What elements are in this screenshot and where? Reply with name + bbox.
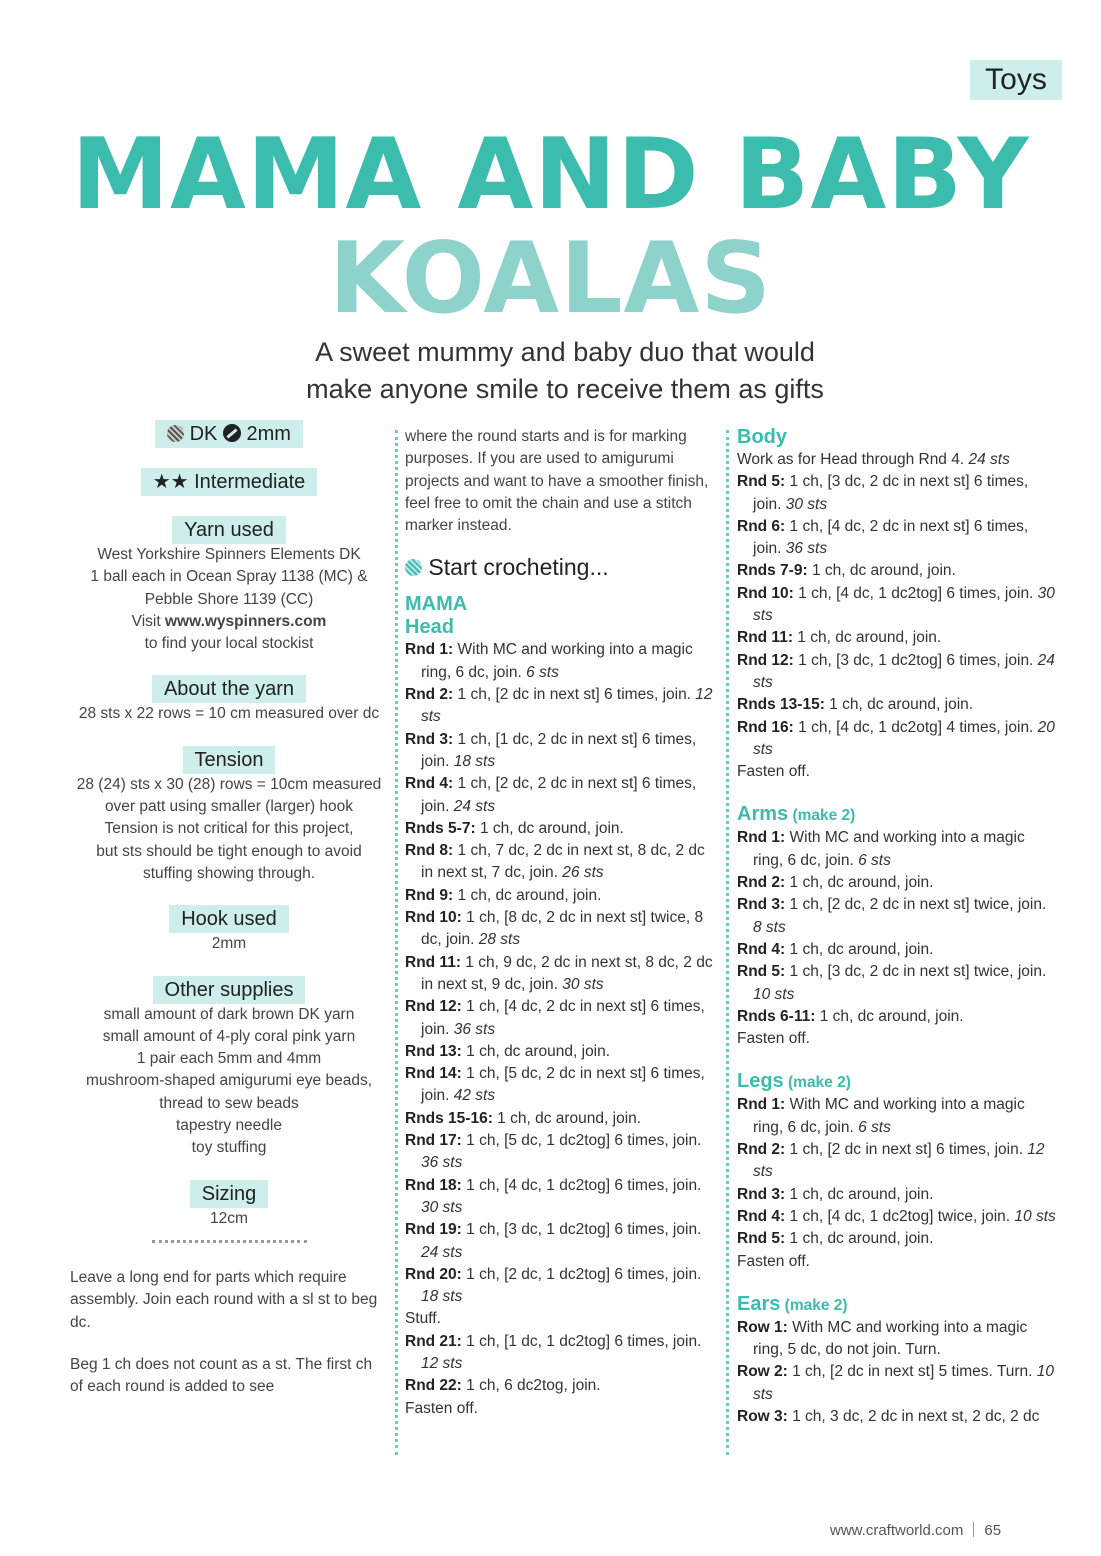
pattern-row bbox=[405, 818, 720, 840]
page-footer bbox=[830, 1522, 1001, 1539]
pattern-row bbox=[405, 1041, 720, 1063]
head-heading: Head bbox=[405, 616, 454, 639]
row-label: Rnd 11: bbox=[737, 629, 798, 647]
row-text: With MC and working into a magic ring, 6 dc, join. bbox=[753, 829, 1025, 869]
row-text: 1 ch, [4 dc, 1 dc2tog] 6 times, join. bbox=[798, 584, 1034, 602]
legs-title: Legs bbox=[737, 1070, 784, 1093]
row-label: Rnd 11: bbox=[405, 953, 466, 971]
row-label: Rnd 13: bbox=[405, 1042, 467, 1060]
row-text: 1 ch, [2 dc, 2 dc in next st] twice, join. bbox=[789, 896, 1047, 914]
ears-subtitle: (make 2) bbox=[780, 1296, 848, 1314]
row-label: Rnd 17: bbox=[405, 1132, 467, 1150]
row-label: Row 3: bbox=[737, 1407, 793, 1425]
row-text: With MC and working into a magic ring, 6 dc, join. bbox=[753, 1096, 1025, 1136]
about-yarn-text: 28 sts x 22 rows = 10 cm measured over dc bbox=[78, 705, 380, 723]
yarn-website-link[interactable]: www.wyspinners.com bbox=[164, 612, 327, 630]
row-label: Rnd 12: bbox=[405, 998, 467, 1016]
page-title-line2: KOALAS bbox=[329, 222, 772, 336]
pattern-row bbox=[737, 939, 1057, 961]
legs-heading bbox=[737, 1070, 1057, 1094]
row-text: 1 ch, [3 dc, 2 dc in next st] 6 times, join. bbox=[753, 473, 1029, 513]
sizing-heading: Sizing bbox=[190, 1180, 268, 1208]
pattern-row bbox=[405, 1175, 720, 1220]
crochet-hook-icon bbox=[223, 424, 241, 442]
arms-rounds-list bbox=[737, 827, 1057, 1050]
row-label: Rnd 8: bbox=[405, 842, 458, 860]
row-text: 1 ch, dc around, join. bbox=[789, 1185, 934, 1203]
stitch-count: 30 sts bbox=[421, 1198, 463, 1216]
row-text: 1 ch, dc around, join. bbox=[789, 874, 934, 892]
pattern-row bbox=[737, 827, 1057, 872]
pattern-row bbox=[737, 1139, 1057, 1184]
row-text: 1 ch, dc around, join. bbox=[479, 819, 624, 837]
instructions-column-2 bbox=[405, 426, 720, 1420]
visit-prefix: Visit bbox=[131, 612, 165, 630]
pattern-row bbox=[737, 1317, 1057, 1362]
pattern-row bbox=[405, 840, 720, 885]
column-divider-1 bbox=[395, 430, 398, 1455]
pattern-row bbox=[737, 694, 1057, 716]
stitch-count: 24 sts bbox=[964, 451, 1010, 468]
supply-line: 1 pair each 5mm and 4mm bbox=[136, 1050, 322, 1068]
stitch-count: 6 sts bbox=[853, 1118, 891, 1136]
pattern-row bbox=[405, 729, 720, 774]
pattern-row bbox=[737, 583, 1057, 628]
stitch-count: 24 sts bbox=[753, 651, 1055, 691]
note-paragraph-1: Leave a long end for parts which require assembly. Join each round with a sl st to beg dc. bbox=[70, 1268, 378, 1331]
row-label: Rnd 4: bbox=[405, 775, 458, 793]
row-text: 1 ch, [2 dc, 2 dc in next st] 6 times, join. bbox=[421, 775, 697, 815]
pattern-row bbox=[737, 961, 1057, 1006]
tension-line: stuffing showing through. bbox=[142, 864, 316, 882]
start-heading-text: Start crocheting... bbox=[428, 554, 609, 581]
visit-suffix: to find your local stockist bbox=[144, 635, 314, 653]
about-yarn-heading: About the yarn bbox=[152, 675, 306, 703]
hook-used-text: 2mm bbox=[211, 935, 247, 953]
legs-subtitle: (make 2) bbox=[783, 1074, 851, 1092]
ears-rows-list bbox=[737, 1317, 1057, 1428]
tension-line: over patt using smaller (larger) hook bbox=[104, 798, 354, 816]
subtitle bbox=[200, 334, 930, 408]
stitch-count: 36 sts bbox=[449, 1020, 496, 1038]
pattern-row bbox=[405, 996, 720, 1041]
row-label: Rnd 1: bbox=[737, 829, 790, 847]
row-text: 1 ch, [2 dc in next st] 6 times, join. bbox=[457, 686, 691, 704]
row-label: Rnds 6-11: bbox=[737, 1007, 820, 1025]
pattern-row bbox=[405, 1375, 720, 1397]
row-text: Fasten off. bbox=[737, 1252, 810, 1270]
pattern-row bbox=[405, 1130, 720, 1175]
pattern-row bbox=[737, 872, 1057, 894]
row-text: Fasten off. bbox=[737, 763, 810, 781]
row-label: Rnds 15-16: bbox=[405, 1109, 498, 1127]
stitch-count: 8 sts bbox=[753, 918, 786, 936]
pattern-row bbox=[737, 1184, 1057, 1206]
category-tag: Toys bbox=[970, 60, 1062, 100]
row-text: 1 ch, [5 dc, 1 dc2tog] 6 times, join. bbox=[466, 1132, 702, 1150]
instructions-column-3 bbox=[737, 426, 1057, 1428]
stitch-count: 12 sts bbox=[753, 1141, 1045, 1181]
yarn-used-line: 1 ball each in Ocean Spray 1138 (MC) & bbox=[90, 568, 368, 586]
hook-used-heading: Hook used bbox=[169, 905, 289, 933]
row-label: Rnd 10: bbox=[737, 584, 799, 602]
stitch-count: 12 sts bbox=[421, 1354, 463, 1372]
yarn-hook-pill bbox=[155, 420, 303, 448]
column-divider-2 bbox=[726, 430, 729, 1455]
row-text: 1 ch, [4 dc, 1 dc2tog] 6 times, join. bbox=[466, 1176, 702, 1194]
other-supplies-text bbox=[70, 1004, 388, 1160]
mama-heading: MAMA bbox=[405, 593, 468, 616]
supply-line: small amount of dark brown DK yarn bbox=[103, 1005, 355, 1023]
pattern-row bbox=[737, 560, 1057, 582]
row-text: 1 ch, [2 dc, 1 dc2tog] 6 times, join. bbox=[466, 1265, 702, 1283]
row-label: Rnds 7-9: bbox=[737, 562, 812, 580]
arms-title: Arms bbox=[737, 803, 789, 826]
row-text: 1 ch, [4 dc, 2 dc in next st] 6 times, join. bbox=[753, 517, 1029, 558]
page-title-line1: MAMA AND BABY bbox=[71, 118, 1030, 232]
row-text: Stuff. bbox=[405, 1310, 441, 1328]
row-label: Rnd 2: bbox=[405, 686, 458, 704]
yarn-used-heading: Yarn used bbox=[172, 516, 286, 544]
pattern-row bbox=[737, 1094, 1057, 1139]
pattern-row bbox=[405, 1264, 720, 1309]
stitch-count: 10 sts bbox=[1010, 1207, 1056, 1225]
row-label: Rnd 21: bbox=[405, 1332, 467, 1350]
other-supplies-heading: Other supplies bbox=[153, 976, 306, 1004]
row-text: 1 ch, [4 dc, 1 dc2otg] 4 times, join. bbox=[798, 718, 1034, 736]
stitch-count: 6 sts bbox=[853, 851, 891, 869]
ears-heading bbox=[737, 1293, 1057, 1317]
tension-text bbox=[70, 774, 388, 885]
supply-line: tapestry needle bbox=[176, 1117, 282, 1135]
row-label: Rnd 22: bbox=[405, 1377, 467, 1395]
yarn-ball-icon bbox=[405, 559, 422, 576]
row-label: Rnd 9: bbox=[405, 886, 458, 904]
row-text: 1 ch, [1 dc, 1 dc2tog] 6 times, join. bbox=[466, 1332, 702, 1350]
stitch-count: 18 sts bbox=[449, 752, 496, 770]
note-paragraph-2: Beg 1 ch does not count as a st. The first ch of each round is added to see bbox=[70, 1355, 373, 1396]
supply-line: toy stuffing bbox=[191, 1139, 267, 1157]
stitch-count: 24 sts bbox=[449, 797, 496, 815]
row-text: 1 ch, dc around, join. bbox=[789, 1230, 934, 1248]
stitch-count: 26 sts bbox=[558, 864, 604, 882]
row-label: Rnd 12: bbox=[737, 651, 799, 669]
footer-separator bbox=[973, 1522, 974, 1537]
yarn-weight: DK bbox=[189, 423, 218, 445]
pattern-row bbox=[737, 1361, 1057, 1406]
difficulty-pill: ★★ Intermediate bbox=[141, 468, 318, 496]
row-label: Rnd 4: bbox=[737, 940, 790, 958]
pattern-row bbox=[737, 1228, 1057, 1250]
supply-line: small amount of 4-ply coral pink yarn bbox=[102, 1027, 356, 1045]
row-label: Rnd 4: bbox=[737, 1207, 790, 1225]
row-text: 1 ch, 3 dc, 2 dc in next st, 2 dc, 2 dc bbox=[792, 1407, 1040, 1425]
page-number: 65 bbox=[984, 1522, 1002, 1539]
pattern-row bbox=[737, 1251, 1057, 1273]
row-text: With MC and working into a magic ring, 6 dc, join. bbox=[421, 641, 693, 681]
stitch-count: 10 sts bbox=[753, 1363, 1055, 1403]
yarn-ball-icon bbox=[167, 425, 184, 442]
yarn-used-line: West Yorkshire Spinners Elements DK bbox=[97, 546, 361, 563]
body-rounds-list bbox=[737, 449, 1057, 783]
pattern-row bbox=[405, 1398, 720, 1420]
row-text: 1 ch, [3 dc, 1 dc2tog] 6 times, join. bbox=[466, 1221, 702, 1239]
stitch-count: 30 sts bbox=[753, 584, 1055, 625]
row-text: 1 ch, [8 dc, 2 dc in next st] twice, 8 dc, join. bbox=[421, 909, 704, 949]
row-text: 1 ch, 9 dc, 2 dc in next st, 8 dc, 2 dc in next st, 9 dc, join. bbox=[421, 953, 713, 993]
hook-size: 2mm bbox=[246, 423, 291, 445]
row-label: Rnd 1: bbox=[405, 641, 458, 659]
pattern-row bbox=[405, 1063, 720, 1108]
stitch-count: 12 sts bbox=[421, 686, 713, 726]
pattern-row bbox=[737, 516, 1057, 561]
pattern-row bbox=[737, 1006, 1057, 1028]
row-text: 1 ch, dc around, join. bbox=[497, 1109, 642, 1127]
supply-line: mushroom-shaped amigurumi eye beads, bbox=[85, 1072, 373, 1090]
row-text: 1 ch, dc around, join. bbox=[457, 886, 602, 904]
row-text: 1 ch, [2 dc in next st] 6 times, join. bbox=[789, 1141, 1023, 1159]
tension-line: but sts should be tight enough to avoid bbox=[96, 842, 362, 860]
row-label: Rnd 18: bbox=[405, 1176, 467, 1194]
row-label: Rnd 20: bbox=[405, 1265, 467, 1283]
stitch-count: 42 sts bbox=[449, 1087, 496, 1105]
pattern-row bbox=[737, 761, 1057, 783]
pattern-row bbox=[405, 907, 720, 952]
ears-title: Ears bbox=[737, 1292, 781, 1315]
yarn-used-line: Pebble Shore 1139 (CC) bbox=[144, 590, 314, 608]
pattern-row bbox=[737, 627, 1057, 649]
tension-line: Tension is not critical for this project, bbox=[104, 820, 354, 838]
row-text: 1 ch, [3 dc, 1 dc2tog] 6 times, join. bbox=[798, 651, 1034, 669]
pattern-row bbox=[405, 1108, 720, 1130]
row-label: Row 2: bbox=[737, 1363, 793, 1381]
pattern-row bbox=[737, 449, 1057, 471]
pattern-row bbox=[405, 773, 720, 818]
intro-paragraph: where the round starts and is for marking purposes. If you are used to amigurumi projects and want to have a smoother finish, feel free to omit the chain and use a stitch marker instead. bbox=[405, 428, 709, 535]
row-label: Rnd 16: bbox=[737, 718, 799, 736]
pattern-row bbox=[405, 952, 720, 997]
row-text: 1 ch, [4 dc, 1 dc2tog] twice, join. bbox=[789, 1207, 1011, 1225]
pattern-row bbox=[405, 1308, 720, 1330]
footer-website[interactable]: www.craftworld.com bbox=[830, 1522, 964, 1539]
sidebar-column bbox=[70, 420, 388, 1398]
stitch-count: 10 sts bbox=[753, 985, 795, 1003]
row-text: Fasten off. bbox=[737, 1030, 810, 1048]
row-text: 1 ch, 7 dc, 2 dc in next st, 8 dc, 2 dc in next st, 7 dc, join. bbox=[421, 842, 705, 882]
stitch-count: 18 sts bbox=[421, 1288, 463, 1306]
row-text: 1 ch, [3 dc, 2 dc in next st] twice, join. bbox=[789, 963, 1047, 981]
arms-subtitle: (make 2) bbox=[788, 807, 856, 825]
pattern-row bbox=[737, 717, 1057, 762]
stitch-count: 30 sts bbox=[781, 495, 828, 513]
tension-heading: Tension bbox=[183, 746, 276, 774]
row-text: 1 ch, dc around, join. bbox=[466, 1042, 611, 1060]
row-label: Rnd 3: bbox=[737, 1185, 790, 1203]
row-label: Rnd 6: bbox=[737, 517, 790, 535]
row-label: Rnds 13-15: bbox=[737, 696, 830, 714]
row-text: 1 ch, dc around, join. bbox=[829, 696, 974, 714]
row-label: Rnd 5: bbox=[737, 963, 790, 981]
row-text: 1 ch, dc around, join. bbox=[789, 940, 934, 958]
row-label: Rnd 19: bbox=[405, 1221, 467, 1239]
pattern-row bbox=[405, 639, 720, 684]
row-label: Rnd 3: bbox=[405, 730, 458, 748]
row-label: Rnds 5-7: bbox=[405, 819, 480, 837]
pattern-row bbox=[737, 471, 1057, 516]
pattern-row bbox=[405, 885, 720, 907]
subtitle-line2: make anyone smile to receive them as gifts bbox=[306, 374, 824, 404]
row-text: 1 ch, dc around, join. bbox=[819, 1007, 964, 1025]
row-label: Rnd 2: bbox=[737, 874, 790, 892]
subtitle-line1: A sweet mummy and baby duo that would bbox=[315, 337, 815, 367]
row-label: Rnd 1: bbox=[737, 1096, 790, 1114]
row-label: Row 1: bbox=[737, 1318, 793, 1336]
dotted-separator bbox=[152, 1240, 307, 1243]
stitch-count: 20 sts bbox=[753, 718, 1055, 758]
pattern-row bbox=[737, 1406, 1057, 1428]
pattern-row bbox=[405, 1331, 720, 1376]
arms-heading bbox=[737, 803, 1057, 827]
sizing-text: 12cm bbox=[210, 1209, 248, 1227]
pattern-row bbox=[737, 894, 1057, 939]
stitch-count: 36 sts bbox=[421, 1154, 463, 1172]
row-text: Work as for Head through Rnd 4. bbox=[737, 451, 965, 468]
yarn-used-text bbox=[70, 544, 388, 655]
row-text: 1 ch, [2 dc in next st] 5 times. Turn. bbox=[792, 1363, 1033, 1381]
row-label: Rnd 5: bbox=[737, 473, 790, 491]
row-text: With MC and working into a magic ring, 5 dc, do not join. Turn. bbox=[753, 1318, 1028, 1359]
row-text: 1 ch, [1 dc, 2 dc in next st] 6 times, join. bbox=[421, 730, 697, 770]
stitch-count: 36 sts bbox=[781, 540, 828, 558]
pattern-row bbox=[405, 684, 720, 729]
stitch-count: 28 sts bbox=[474, 931, 521, 949]
row-label: Rnd 3: bbox=[737, 896, 790, 914]
pattern-row bbox=[737, 1028, 1057, 1050]
row-text: 1 ch, 6 dc2tog, join. bbox=[466, 1377, 601, 1395]
pattern-row bbox=[405, 1219, 720, 1264]
row-label: Rnd 5: bbox=[737, 1230, 790, 1248]
pattern-row bbox=[737, 650, 1057, 695]
row-label: Rnd 14: bbox=[405, 1065, 467, 1083]
row-text: 1 ch, [4 dc, 2 dc in next st] 6 times, join. bbox=[421, 998, 705, 1038]
tension-line: 28 (24) sts x 30 (28) rows = 10cm measured bbox=[76, 775, 382, 793]
row-label: Rnd 10: bbox=[405, 909, 467, 927]
row-text: Fasten off. bbox=[405, 1399, 478, 1417]
supply-line: thread to sew beads bbox=[159, 1094, 299, 1112]
stitch-count: 24 sts bbox=[421, 1243, 463, 1261]
legs-rounds-list bbox=[737, 1094, 1057, 1272]
row-text: 1 ch, dc around, join. bbox=[797, 629, 942, 647]
row-label: Rnd 2: bbox=[737, 1141, 790, 1159]
stitch-count: 6 sts bbox=[521, 663, 559, 681]
stitch-count: 30 sts bbox=[558, 975, 604, 993]
body-heading: Body bbox=[737, 426, 787, 448]
head-rounds-list bbox=[405, 639, 720, 1419]
row-text: 1 ch, dc around, join. bbox=[811, 562, 956, 580]
start-crocheting-heading bbox=[405, 553, 720, 581]
pattern-row bbox=[737, 1206, 1057, 1228]
row-text: 1 ch, [5 dc, 2 dc in next st] 6 times, join. bbox=[421, 1065, 705, 1105]
